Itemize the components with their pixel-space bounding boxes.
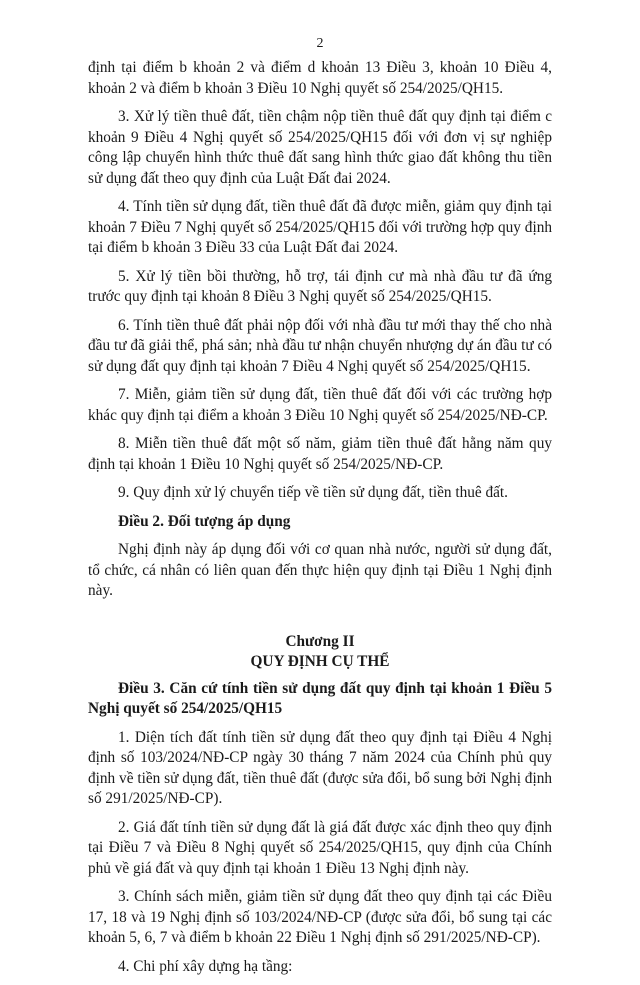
chapter-title: QUY ĐỊNH CỤ THỂ (250, 653, 390, 670)
paragraph-continuation: định tại điểm b khoản 2 và điểm d khoản 13 Điều 3, khoản 10 Điều 4, khoản 2 và điểm b khoản 3 Điều 10 Nghị quyết số 254/2025/QH15. (88, 59, 552, 97)
paragraph-item-6: 6. Tính tiền thuê đất phải nộp đối với nhà đầu tư mới thay thế cho nhà đầu tư đã giải thể, phá sản; nhà đầu tư nhận chuyển nhượng dự án đầu tư có sử dụng đất quy định tại khoản 7 Điều 4 Nghị quyết số 254/2025/QH15. (88, 316, 552, 375)
paragraph-item-5: 5. Xử lý tiền bồi thường, hỗ trợ, tái định cư mà nhà đầu tư đã ứng trước quy định tại khoản 8 Điều 3 Nghị quyết số 254/2025/QH15. (88, 267, 552, 305)
article-3-item-2: 2. Giá đất tính tiền sử dụng đất là giá đất được xác định theo quy định tại Điều 7 và Điều 8 Nghị quyết số 254/2025/QH15, quy định của Chính phủ về giá đất và quy định tại khoản 1 Điều 13 Nghị định này. (88, 818, 552, 877)
chapter-number: Chương II (285, 632, 355, 650)
document-body (88, 58, 552, 985)
paragraph-item-7: 7. Miễn, giảm tiền sử dụng đất, tiền thuê đất đối với các trường hợp khác quy định tại điểm a khoản 3 Điều 10 Nghị quyết số 254/2025/NĐ-CP. (88, 386, 552, 424)
article-3-heading: Điều 3. Căn cứ tính tiền sử dụng đất quy định tại khoản 1 Điều 5 Nghị quyết số 254/2025/QH15 (88, 679, 552, 717)
paragraph-item-8: 8. Miễn tiền thuê đất một số năm, giảm tiền thuê đất hằng năm quy định tại khoản 1 Điều 10 Nghị quyết số 254/2025/NĐ-CP. (88, 435, 552, 473)
paragraph-item-9: 9. Quy định xử lý chuyển tiếp về tiền sử dụng đất, tiền thuê đất. (118, 484, 509, 501)
article-2-body: Nghị định này áp dụng đối với cơ quan nhà nước, người sử dụng đất, tổ chức, cá nhân có liên quan đến thực hiện quy định tại Điều 1 Nghị định này. (88, 541, 552, 599)
page-number: 2 (316, 36, 324, 51)
article-3-item-3: 3. Chính sách miễn, giảm tiền sử dụng đất theo quy định tại các Điều 17, 18 và 19 Nghị định số 103/2024/NĐ-CP (được sửa đổi, bổ sung tại các khoản 5, 6, 7 và điểm b khoản 22 Điều 1 Nghị định số 291/2025/NĐ-CP). (88, 888, 552, 946)
article-3-item-4: 4. Chi phí xây dựng hạ tầng: (118, 957, 293, 975)
article-2-heading: Điều 2. Đối tượng áp dụng (118, 512, 291, 530)
paragraph-item-4: 4. Tính tiền sử dụng đất, tiền thuê đất đã được miễn, giảm quy định tại khoản 7 Điều 7 Nghị quyết số 254/2025/QH15 đối với trường hợp quy định tại điểm b khoản 3 Điều 33 của Luật Đất đai 2024. (88, 198, 552, 256)
paragraph-item-3: 3. Xử lý tiền thuê đất, tiền chậm nộp tiền thuê đất quy định tại điểm c khoản 9 Điều 4 Nghị quyết số 254/2025/QH15 đối với đơn vị sự nghiệp công lập chuyển hình thức thuê đất sang hình thức giao đất không thu tiền sử dụng đất theo quy định của Luật Đất đai 2024. (88, 108, 552, 187)
article-3-item-1: 1. Diện tích đất tính tiền sử dụng đất theo quy định tại Điều 4 Nghị định số 103/2024/NĐ-CP ngày 30 tháng 7 năm 2024 của Chính phủ quy định về tiền sử dụng đất, tiền thuê đất (được sửa đổi, bổ sung bởi Nghị định số 291/2025/NĐ-CP). (88, 728, 552, 807)
